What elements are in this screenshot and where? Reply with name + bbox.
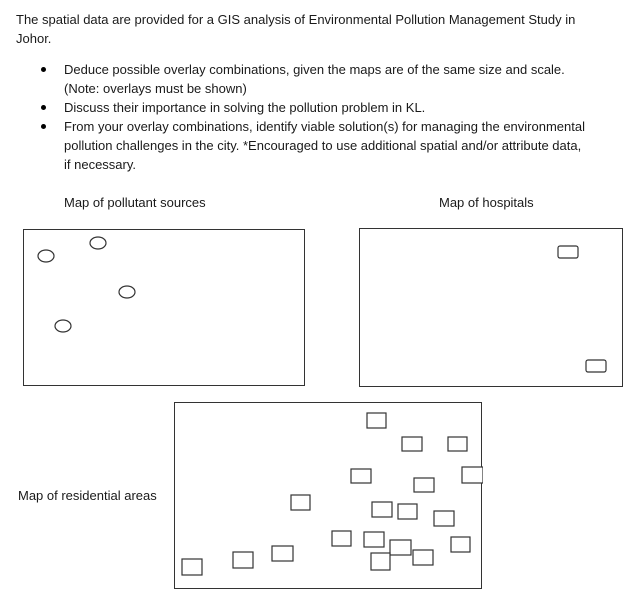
pollutant-source-marker [90, 237, 106, 249]
pollutant-map-label: Map of pollutant sources [64, 195, 206, 210]
task-line: Discuss their importance in solving the pollution problem in KL. [64, 100, 426, 115]
task-item [40, 60, 615, 98]
pollutant-source-marker [38, 250, 54, 262]
hospitals-map-canvas [360, 229, 624, 388]
task-item [40, 117, 615, 174]
residential-area-marker [182, 559, 202, 575]
residential-area-marker [448, 437, 467, 451]
intro-text: The spatial data are provided for a GIS analysis of Environmental Pollution Management Study in Johor. [16, 12, 576, 46]
residential-areas-map-canvas [175, 403, 483, 590]
residential-map-label: Map of residential areas [18, 488, 157, 503]
residential-area-marker [367, 413, 386, 428]
pollutant-source-marker [55, 320, 71, 332]
residential-area-marker [364, 532, 384, 547]
residential-area-marker [414, 478, 434, 492]
task-line: if necessary. [64, 157, 137, 172]
hospital-map-label: Map of hospitals [439, 195, 534, 210]
task-list [40, 60, 615, 174]
task-line: (Note: overlays must be shown) [64, 81, 247, 96]
bullet-icon [41, 67, 46, 72]
residential-area-marker [233, 552, 253, 568]
residential-area-marker [402, 437, 422, 451]
residential-area-marker [371, 553, 390, 570]
hospitals-map [359, 228, 623, 387]
residential-area-marker [372, 502, 392, 517]
task-line: pollution challenges in the city. *Encouraged to use additional spatial and/or attribute data, [64, 138, 582, 153]
residential-area-marker [291, 495, 310, 510]
bullet-icon [41, 105, 46, 110]
residential-area-marker [390, 540, 411, 555]
pollutant-sources-map-canvas [24, 230, 306, 387]
bullet-icon [41, 124, 46, 129]
residential-area-marker [451, 537, 470, 552]
residential-area-marker [332, 531, 351, 546]
pollutant-sources-map [23, 229, 305, 386]
residential-areas-map [174, 402, 482, 589]
hospital-marker [586, 360, 606, 372]
task-line: Deduce possible overlay combinations, given the maps are of the same size and scale. [64, 62, 565, 77]
residential-area-marker [413, 550, 433, 565]
hospital-marker [558, 246, 578, 258]
residential-area-marker [434, 511, 454, 526]
task-item [40, 98, 615, 117]
pollutant-source-marker [119, 286, 135, 298]
residential-area-marker [351, 469, 371, 483]
residential-area-marker [272, 546, 293, 561]
residential-area-marker [398, 504, 417, 519]
residential-area-marker [462, 467, 483, 483]
task-line: From your overlay combinations, identify viable solution(s) for managing the environmental [64, 119, 585, 134]
